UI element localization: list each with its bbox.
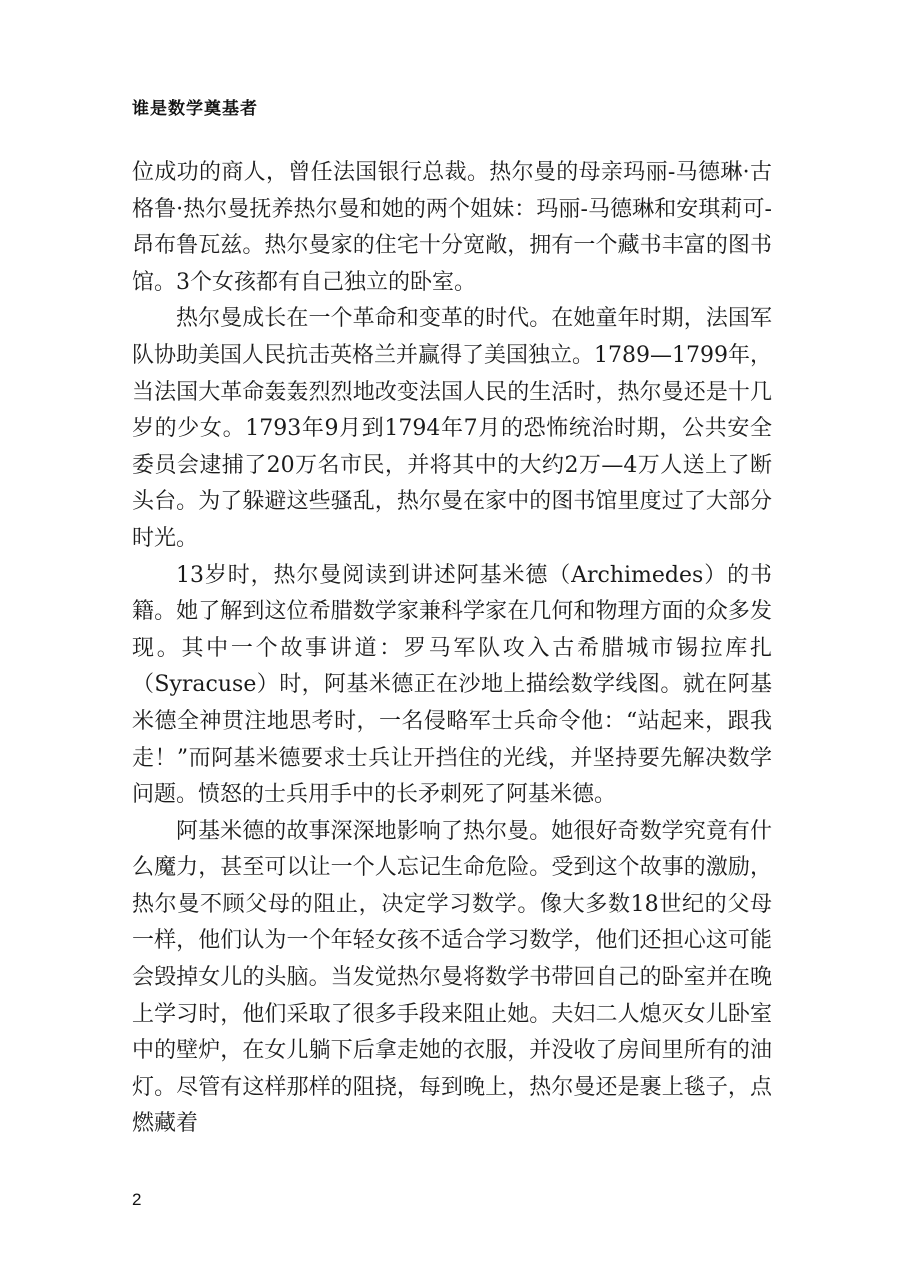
paragraph-revolution-era: 热尔曼成长在一个革命和变革的时代。在她童年时期，法国军队协助美国人民抗击英格兰并赢得了美国独立。1789—1799年，当法国大革命轰轰烈烈地改变法国人民的生活时，热尔曼还是十几岁的少女。1793年9月到1794年7月的恐怖统治时期，公共安全委员会逮捕了20万名市民，并将其中的大约2万—4万人送上了断头台。为了躲避这些骚乱，热尔曼在家中的图书馆里度过了大部分时光。 xyxy=(132,306,772,551)
running-header: 谁是数学奠基者 xyxy=(132,99,258,119)
page-number: 2 xyxy=(132,1190,142,1209)
body-text xyxy=(132,155,772,1143)
paragraph-studying-math: 阿基米德的故事深深地影响了热尔曼。她很好奇数学究竟有什么魔力，甚至可以让一个人忘记生命危险。受到这个故事的激励，热尔曼不顾父母的阻止，决定学习数学。像大多数18世纪的父母一样，他们认为一个年轻女孩不适合学习数学，他们还担心这可能会毁掉女儿的头脑。当发觉热尔曼将数学书带回自己的卧室并在晚上学习时，他们采取了很多手段来阻止她。夫妇二人熄灭女儿卧室中的壁炉，在女儿躺下后拿走她的衣服，并没收了房间里所有的油灯。尽管有这样那样的阻挠，每到晚上，热尔曼还是裹上毯子，点燃藏着 xyxy=(132,818,772,1137)
paragraph-archimedes-story: 13岁时，热尔曼阅读到讲述阿基米德（Archimedes）的书籍。她了解到这位希腊数学家兼科学家在几何和物理方面的众多发现。其中一个故事讲道：罗马军队攻入古希腊城市锡拉库扎（Syracuse）时，阿基米德正在沙地上描绘数学线图。就在阿基米德全神贯注地思考时，一名侵略军士兵命令他：“站起来，跟我走！”而阿基米德要求士兵让开挡住的光线，并坚持要先解决数学问题。愤怒的士兵用手中的长矛刺死了阿基米德。 xyxy=(132,562,772,808)
paragraph-continuation: 位成功的商人，曾任法国银行总裁。热尔曼的母亲玛丽-马德琳·古格鲁·热尔曼抚养热尔曼和她的两个姐妹：玛丽-马德琳和安琪莉可-昂布鲁瓦兹。热尔曼家的住宅十分宽敞，拥有一个藏书丰富的图书馆。3个女孩都有自己独立的卧室。 xyxy=(132,160,772,295)
